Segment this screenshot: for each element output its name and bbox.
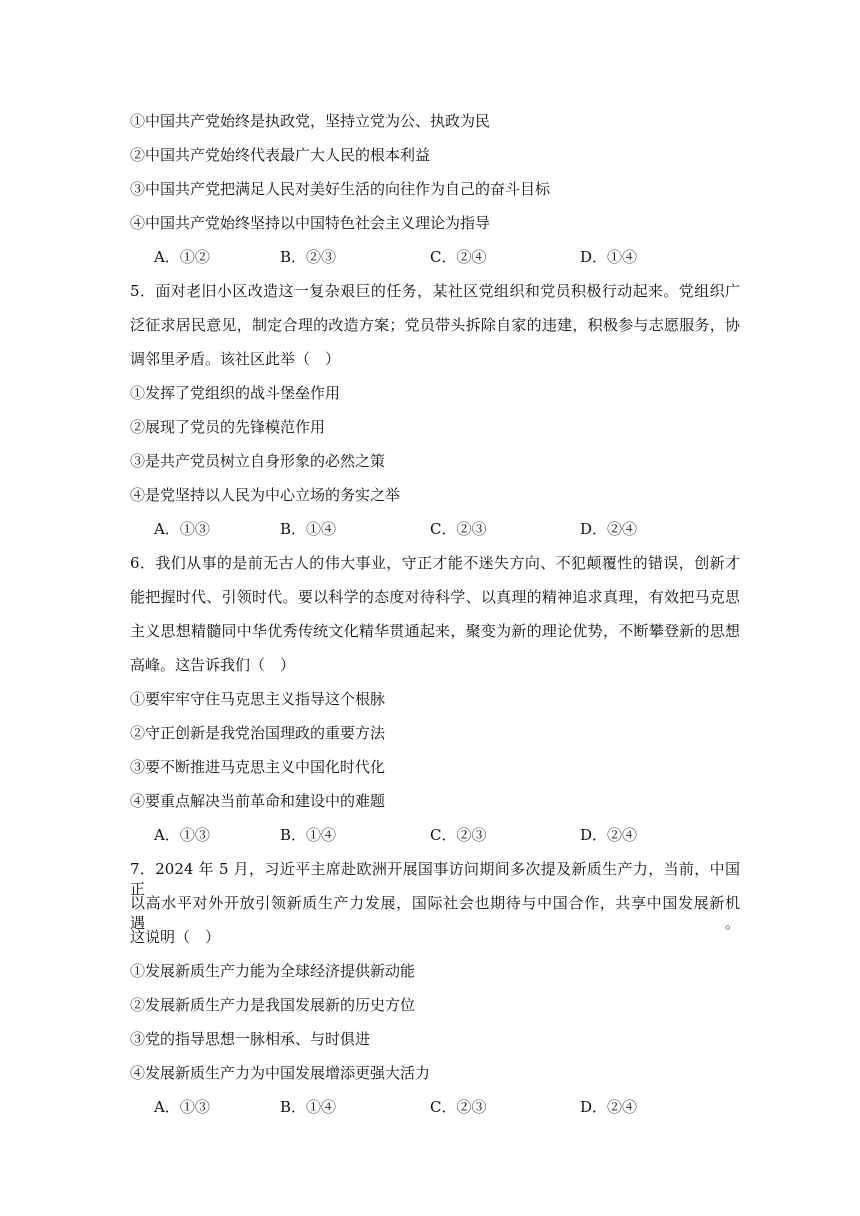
- q4-option-c[interactable]: C．②④: [430, 248, 487, 266]
- q7-stem-line-2: 以高水平对外开放引领新质生产力发展，国际社会也期待与中国合作，共享中国发展新机遇。: [130, 894, 740, 932]
- q5-option-b[interactable]: B．①④: [280, 520, 337, 538]
- q7-option-b[interactable]: B．①④: [280, 1098, 337, 1116]
- q4-option-b[interactable]: B．②③: [280, 248, 337, 266]
- q6-stem-line-4: 高峰。这告诉我们（ ）: [130, 656, 296, 674]
- q7-stem-line-3: 这说明（ ）: [130, 928, 221, 946]
- q4-statement-2: ②中国共产党始终代表最广大人民的根本利益: [130, 146, 431, 164]
- q6-stem-line-2: 能把握时代、引领时代。要以科学的态度对待科学、以真理的精神追求真理，有效把马克思: [130, 588, 740, 606]
- q4-statement-1: ①中国共产党始终是执政党，坚持立党为公、执政为民: [130, 112, 491, 130]
- q7-stem-line-1: 7．2024 年 5 月，习近平主席赴欧洲开展国事访问期间多次提及新质生产力，当前，中国正: [130, 860, 740, 898]
- q5-stem-line-1: 5．面对老旧小区改造这一复杂艰巨的任务，某社区党组织和党员积极行动起来。党组织广: [130, 282, 740, 300]
- q7-option-a[interactable]: A．①③: [154, 1098, 210, 1116]
- q5-statement-1: ①发挥了党组织的战斗堡垒作用: [130, 384, 341, 402]
- q4-option-d[interactable]: D．①④: [580, 248, 638, 266]
- q7-option-d[interactable]: D．②④: [580, 1098, 638, 1116]
- q7-statement-4: ④发展新质生产力为中国发展增添更强大活力: [130, 1064, 431, 1082]
- q5-stem-line-3: 调邻里矛盾。该社区此举（ ）: [130, 350, 341, 368]
- q6-statement-1: ①要牢牢守住马克思主义指导这个根脉: [130, 690, 386, 708]
- q5-option-c[interactable]: C．②③: [430, 520, 487, 538]
- q5-statement-4: ④是党坚持以人民为中心立场的务实之举: [130, 486, 401, 504]
- q6-option-b[interactable]: B．①④: [280, 826, 337, 844]
- q5-stem-line-2: 泛征求居民意见，制定合理的改造方案；党员带头拆除自家的违建，积极参与志愿服务，协: [130, 316, 740, 334]
- q6-statement-2: ②守正创新是我党治国理政的重要方法: [130, 724, 386, 742]
- q5-statement-3: ③是共产党员树立自身形象的必然之策: [130, 452, 386, 470]
- q5-option-d[interactable]: D．②④: [580, 520, 638, 538]
- q7-statement-1: ①发展新质生产力能为全球经济提供新动能: [130, 962, 416, 980]
- q6-option-d[interactable]: D．②④: [580, 826, 638, 844]
- q6-statement-4: ④要重点解决当前革命和建设中的难题: [130, 792, 386, 810]
- q7-option-c[interactable]: C．②③: [430, 1098, 487, 1116]
- q6-stem-line-1: 6．我们从事的是前无古人的伟大事业，守正才能不迷失方向、不犯颠覆性的错误，创新才: [130, 554, 740, 572]
- q7-statement-3: ③党的指导思想一脉相承、与时俱进: [130, 1030, 371, 1048]
- q4-statement-4: ④中国共产党始终坚持以中国特色社会主义理论为指导: [130, 214, 491, 232]
- q7-statement-2: ②发展新质生产力是我国发展新的历史方位: [130, 996, 416, 1014]
- q5-statement-2: ②展现了党员的先锋模范作用: [130, 418, 326, 436]
- q6-statement-3: ③要不断推进马克思主义中国化时代化: [130, 758, 386, 776]
- q6-option-a[interactable]: A．①③: [154, 826, 210, 844]
- q6-option-c[interactable]: C．②③: [430, 826, 487, 844]
- q4-statement-3: ③中国共产党把满足人民对美好生活的向往作为自己的奋斗目标: [130, 180, 551, 198]
- q5-option-a[interactable]: A．①③: [154, 520, 210, 538]
- q4-option-a[interactable]: A．①②: [154, 248, 210, 266]
- q6-stem-line-3: 主义思想精髓同中华优秀传统文化精华贯通起来，聚变为新的理论优势，不断攀登新的思想: [130, 622, 740, 640]
